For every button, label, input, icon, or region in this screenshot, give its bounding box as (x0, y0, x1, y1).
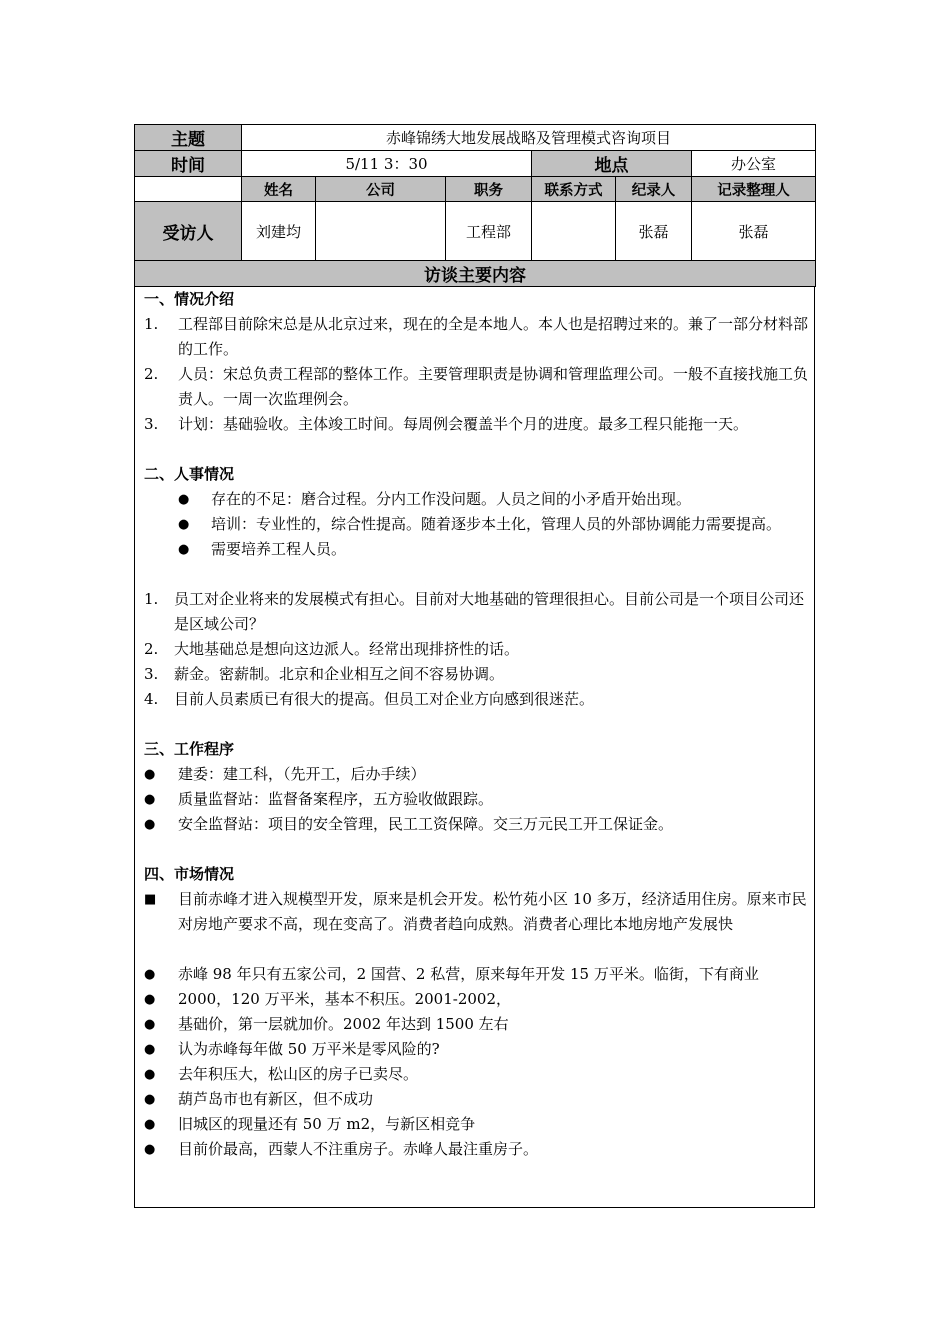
list-text: 建委：建工科，（先开工，后办手续） (178, 765, 426, 783)
list-text: 去年积压大，松山区的房子已卖尽。 (178, 1065, 419, 1083)
list-text: 员工对企业将来的发展模式有担心。目前对大地基础的管理很担心。目前公司是一个项目公司还是区域公司？ (174, 590, 805, 633)
list-marker: 4. (144, 690, 159, 708)
col-contact: 联系方式 (532, 177, 616, 202)
col-organizer: 记录整理人 (692, 177, 816, 202)
list-text: 计划：基础验收。主体竣工时间。每周例会覆盖半个月的进度。最多工程只能拖一天。 (178, 415, 749, 433)
interviewee-recorder: 张磊 (616, 202, 692, 261)
list-text: 葫芦岛市也有新区，但不成功 (178, 1090, 374, 1108)
list-item (144, 537, 808, 562)
bullet-icon: ● (144, 1092, 156, 1107)
bullet-icon: ● (178, 542, 190, 557)
bullet-icon: ● (144, 1117, 156, 1132)
list-marker: 3. (144, 415, 159, 433)
list-item (144, 662, 808, 687)
list-text: 目前赤峰才进入规模型开发，原来是机会开发。松竹苑小区 10 多万，经济适用住房。原来市民对房地产要求不高，现在变高了。消费者趋向成熟。消费者心理比本地房地产发展快 (178, 890, 807, 933)
interviewee-label: 受访人 (135, 202, 242, 261)
interviewee-organizer: 张磊 (692, 202, 816, 261)
section-title-intro: 一、情况介绍 (144, 290, 235, 308)
list-text: 培训：专业性的，综合性提高。随着逐步本土化，管理人员的外部协调能力需要提高。 (211, 515, 782, 533)
time-value: 5/11 3：30 (242, 151, 532, 177)
bullet-icon: ● (144, 967, 156, 982)
list-item (144, 762, 808, 787)
list-text: 基础价，第一层就加价。2002 年达到 1500 左右 (178, 1015, 509, 1033)
section-title-market: 四、市场情况 (144, 865, 235, 883)
list-text: 目前人员素质已有很大的提高。但员工对企业方向感到很迷茫。 (174, 690, 595, 708)
section-title-personnel: 二、人事情况 (144, 465, 235, 483)
content-title: 访谈主要内容 (135, 261, 816, 287)
interviewee-company (316, 202, 446, 261)
interviewee-name: 刘建均 (242, 202, 316, 261)
bullet-icon: ● (178, 517, 190, 532)
bullet-icon: ● (144, 1042, 156, 1057)
list-marker: 1. (144, 315, 159, 333)
list-text: 大地基础总是想向这边派人。经常出现排挤性的话。 (174, 640, 520, 658)
list-text: 工程部目前除宋总是从北京过来，现在的全是本地人。本人也是招聘过来的。兼了一部分材料部的工作。 (178, 315, 809, 358)
list-item (144, 312, 808, 362)
col-recorder: 纪录人 (616, 177, 692, 202)
list-item (144, 637, 808, 662)
bullet-icon: ● (144, 817, 156, 832)
bullet-icon: ● (144, 1017, 156, 1032)
place-label: 地点 (532, 151, 692, 177)
list-item (144, 1112, 808, 1137)
list-item (144, 1062, 808, 1087)
list-item (144, 987, 808, 1012)
subject-value: 赤峰锦绣大地发展战略及管理模式咨询项目 (242, 125, 816, 151)
list-text: 2000，120 万平米，基本不积压。2001-2002， (178, 990, 511, 1008)
list-item (144, 412, 808, 437)
list-text: 目前价最高，西蒙人不注重房子。赤峰人最注重房子。 (178, 1140, 539, 1158)
list-item (144, 1037, 808, 1062)
list-text: 人员：宋总负责工程部的整体工作。主要管理职责是协调和管理监理公司。一般不直接找施工负责人。一周一次监理例会。 (178, 365, 809, 408)
list-item (144, 587, 808, 637)
interview-header-table (134, 124, 816, 287)
bullet-icon: ● (144, 1142, 156, 1157)
list-text: 安全监督站：项目的安全管理，民工工资保障。交三万元民工开工保证金。 (178, 815, 674, 833)
list-text: 存在的不足：磨合过程。分内工作没问题。人员之间的小矛盾开始出现。 (211, 490, 692, 508)
list-item (144, 1087, 808, 1112)
list-item (144, 962, 808, 987)
bullet-icon: ● (178, 492, 190, 507)
list-marker: 3. (144, 665, 159, 683)
bullet-icon: ● (144, 1067, 156, 1082)
list-item (144, 362, 808, 412)
interview-content (144, 287, 808, 1162)
list-text: 赤峰 98 年只有五家公司，2 国营、2 私营，原来每年开发 15 万平米。临街，下有商业 (178, 965, 759, 983)
list-item (144, 787, 808, 812)
bullet-icon: ● (144, 767, 156, 782)
list-text: 需要培养工程人员。 (211, 540, 347, 558)
blank-cell (135, 177, 242, 202)
list-item (144, 487, 808, 512)
list-item (144, 687, 808, 712)
list-marker: 1. (144, 590, 159, 608)
time-label: 时间 (135, 151, 242, 177)
section-title-procedure: 三、工作程序 (144, 740, 235, 758)
list-item (144, 812, 808, 837)
col-name: 姓名 (242, 177, 316, 202)
interviewee-position: 工程部 (446, 202, 532, 261)
list-marker: 2. (144, 365, 159, 383)
square-bullet-icon: ■ (144, 892, 157, 907)
bullet-icon: ● (144, 792, 156, 807)
list-text: 认为赤峰每年做 50 万平米是零风险的? (178, 1040, 440, 1058)
col-position: 职务 (446, 177, 532, 202)
bullet-icon: ● (144, 992, 156, 1007)
list-item (144, 1012, 808, 1037)
list-text: 薪金。密薪制。北京和企业相互之间不容易协调。 (174, 665, 505, 683)
place-value: 办公室 (692, 151, 816, 177)
list-item (144, 512, 808, 537)
list-item (144, 887, 808, 937)
list-text: 质量监督站：监督备案程序，五方验收做跟踪。 (178, 790, 494, 808)
list-text: 旧城区的现量还有 50 万 m2，与新区相竞争 (178, 1115, 476, 1133)
interviewee-contact (532, 202, 616, 261)
col-company: 公司 (316, 177, 446, 202)
subject-label: 主题 (135, 125, 242, 151)
list-marker: 2. (144, 640, 159, 658)
list-item (144, 1137, 808, 1162)
